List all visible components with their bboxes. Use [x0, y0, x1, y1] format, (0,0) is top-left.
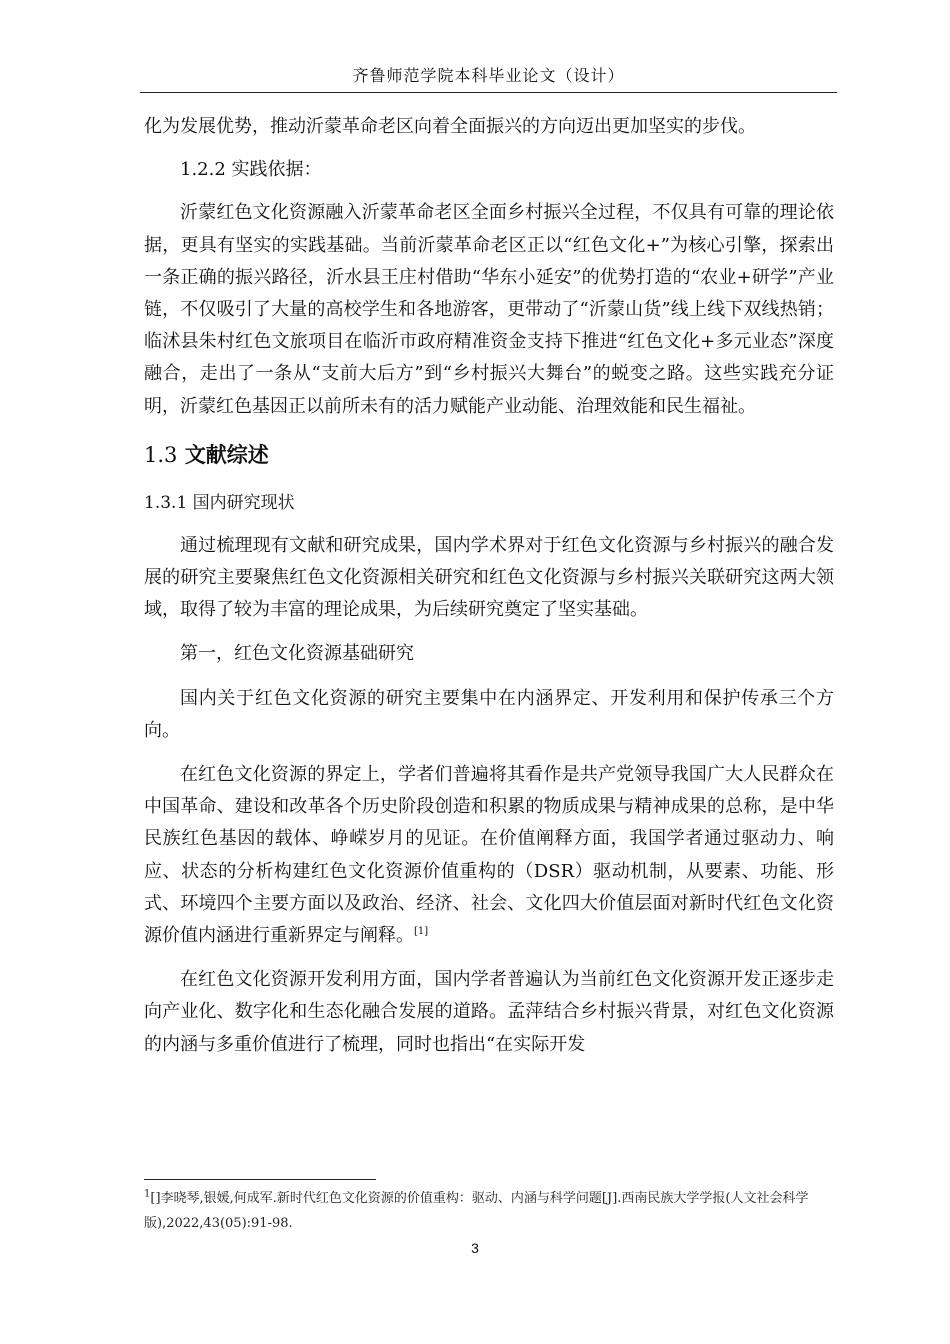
footnote-mark: 1	[144, 1188, 151, 1200]
footnote-text: []李晓琴,银媛,何成军.新时代红色文化资源的价值重构：驱动、内涵与科学问题[J].西南民族大学学报(人文社会科学版),2022,43(05):91-98.	[144, 1191, 809, 1231]
body-text	[144, 111, 834, 1061]
paragraph-development: 在红色文化资源开发利用方面，国内学者普遍认为当前红色文化资源开发正逐步走向产业化、数字化和生态化融合发展的道路。孟萍结合乡村振兴背景，对红色文化资源的内涵与多重价值进行了梳理，同时也指出“在实际开发	[144, 969, 834, 1055]
paragraph-definition-text: 在红色文化资源的界定上，学者们普遍将其看作是共产党领导我国广大人民群众在中国革命、建设和改革各个历史阶段创造和积累的物质成果与精神成果的总称，是中华民族红色基因的载体、峥嵘岁月的见证。在价值阐释方面，我国学者通过驱动力、响应、状态的分析构建红色文化资源价值重构的（DSR）驱动机制，从要素、功能、形式、环境四个主要方面以及政治、经济、社会、文化四大价值层面对新时代红色文化资源价值内涵进行重新界定与阐释。	[144, 764, 834, 947]
paragraph-first-point: 第一，红色文化资源基础研究	[180, 643, 414, 665]
section-number: 1.3	[144, 442, 178, 467]
paragraph-continuation: 化为发展优势，推动沂蒙革命老区向着全面振兴的方向迈出更加坚实的步伐。	[144, 116, 756, 137]
subsection-heading-1-2-2: 1.2.2 实践依据：	[180, 159, 322, 181]
section-heading-1-3	[144, 437, 834, 473]
section-title: 文献综述	[184, 441, 269, 467]
citation-marker: [1]	[414, 926, 429, 938]
paragraph-definition	[144, 759, 834, 952]
paragraph-research-directions: 国内关于红色文化资源的研究主要集中在内涵界定、开发利用和保护传承三个方向。	[144, 687, 834, 741]
footnote-rule	[144, 1179, 376, 1180]
page-number: 3	[471, 1240, 479, 1256]
subsection-heading-1-3-1: 1.3.1 国内研究现状	[144, 492, 295, 513]
paragraph-literature-overview: 通过梳理现有文献和研究成果，国内学术界对于红色文化资源与乡村振兴的融合发展的研究主要聚焦红色文化资源相关研究和红色文化资源与乡村振兴关联研究这两大领域，取得了较为丰富的理论成果，为后续研究奠定了坚实基础。	[144, 534, 834, 621]
paragraph-practice-basis: 沂蒙红色文化资源融入沂蒙革命老区全面乡村振兴全过程，不仅具有可靠的理论依据，更具有坚实的实践基础。当前沂蒙革命老区正以“红色文化+”为核心引擎，探索出一条正确的振兴路径，沂水县王庄村借助“华东小延安”的优势打造的“农业+研学”产业链，不仅吸引了大量的高校学生和各地游客，更带动了“沂蒙山货”线上线下双线热销；临沭县朱村红色文旅项目在临沂市政府精准资金支持下推进“红色文化+多元业态”深度融合，走出了一条从“支前大后方”到“乡村振兴大舞台”的蜕变之路。这些实践充分证明，沂蒙红色基因正以前所未有的活力赋能产业动能、治理效能和民生福祉。	[144, 202, 834, 417]
running-header: 齐鲁师范学院本科毕业论文（设计）	[140, 62, 837, 93]
footnote	[144, 1186, 834, 1236]
